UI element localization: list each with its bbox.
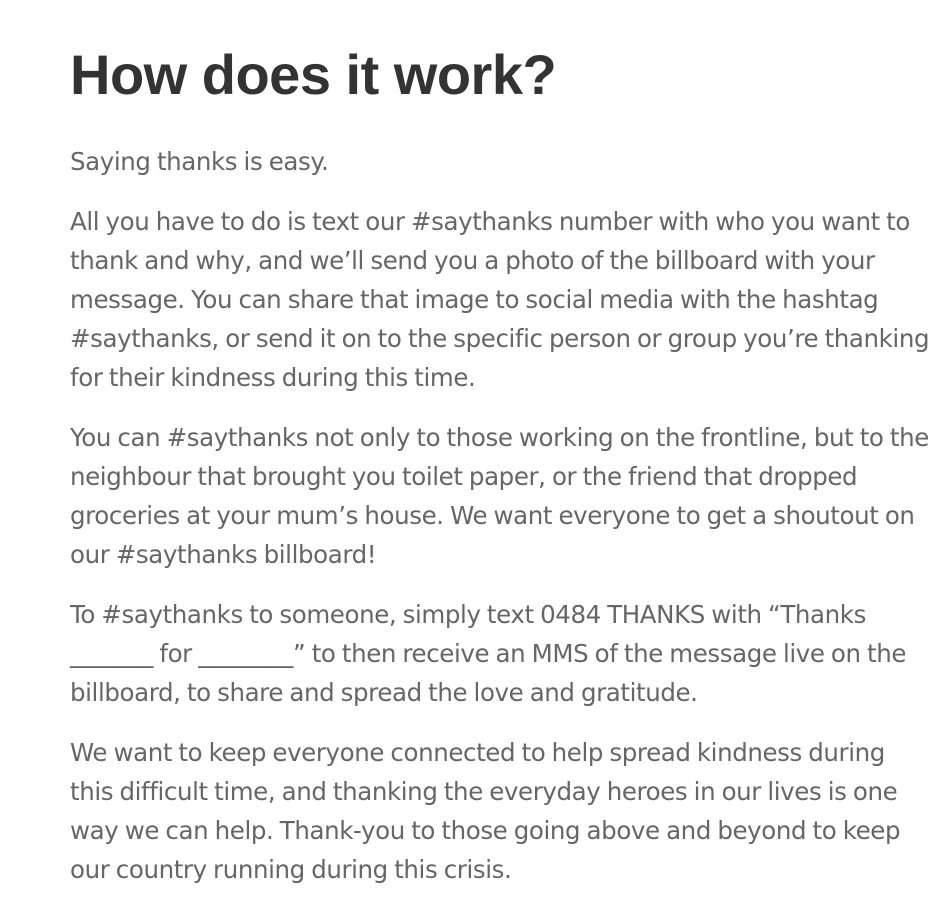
article-section — [70, 38, 930, 910]
paragraph-intro: Saying thanks is easy. — [70, 147, 329, 176]
paragraph-how-to: All you have to do is text our #saythanks number with who you want to thank and why, and we’ll send you a photo of the billboard with your message. You can share that image to social media with the hashtag #saythanks, or send it on to the specific person or group you’re thanking for their kindness during this time. — [70, 207, 930, 392]
paragraph-who-to-thank: You can #saythanks not only to those working on the frontline, but to the neighbour that brought you toilet paper, or the friend that dropped groceries at your mum’s house. We want everyone to get a shoutout on our #saythanks billboard! — [70, 423, 929, 569]
paragraph-closing: We want to keep everyone connected to help spread kindness during this difficult time, and thanking the everyday heroes in our lives is one way we can help. Thank-you to those going above and beyond to keep our country running during this crisis. — [70, 738, 901, 884]
paragraph-text-instructions: To #saythanks to someone, simply text 0484 THANKS with “Thanks _______ for ________” to then receive an MMS of the message live on the billboard, to share and spread the love and gratitude. — [70, 600, 907, 707]
page-title: How does it work? — [70, 43, 557, 106]
